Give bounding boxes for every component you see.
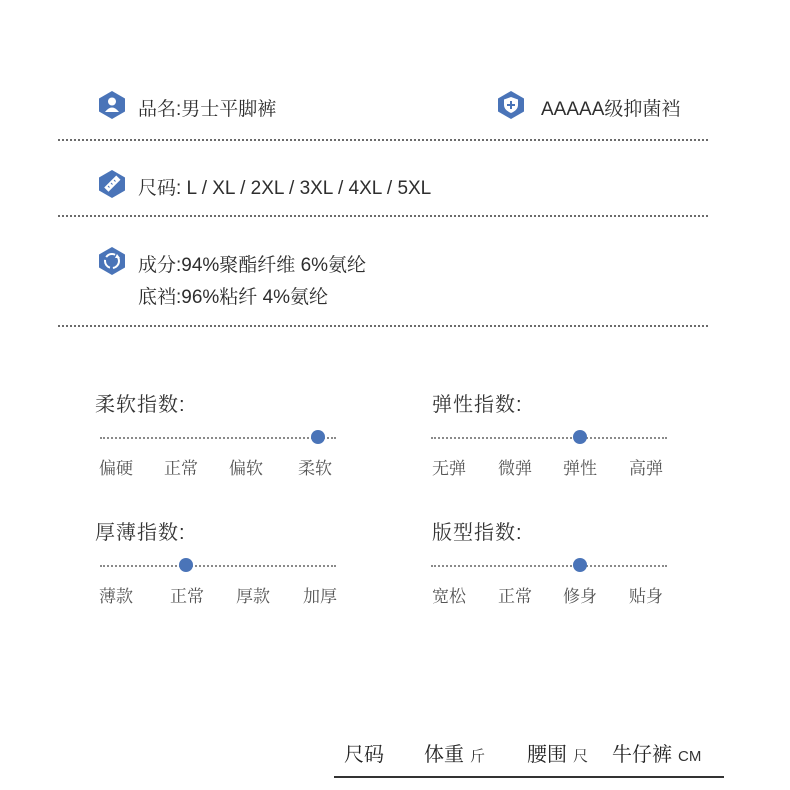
- size-text: 尺码: L / XL / 2XL / 3XL / 4XL / 5XL: [138, 178, 432, 199]
- fit-level-label: 贴身: [629, 587, 663, 606]
- elasticity-level-label: 微弹: [498, 459, 532, 478]
- waist-unit: 尺: [573, 748, 589, 765]
- softness-level-label: 柔软: [298, 459, 332, 478]
- thickness-track: [100, 565, 336, 567]
- jeans-unit: CM: [678, 748, 702, 765]
- elasticity-indicator: [573, 430, 587, 444]
- divider: [58, 325, 708, 327]
- softness-title: 柔软指数:: [95, 394, 186, 416]
- person-icon: [97, 90, 127, 120]
- softness-track: [100, 437, 336, 439]
- thickness-title: 厚薄指数:: [95, 522, 186, 544]
- thickness-level-label: 厚款: [236, 587, 270, 606]
- composition-main: 成分:94%聚酯纤维 6%氨纶: [138, 255, 367, 276]
- size-row: [97, 169, 127, 204]
- elasticity-level-label: 无弹: [432, 459, 466, 478]
- shield-plus-icon: [496, 90, 526, 120]
- ruler-icon: [97, 169, 127, 199]
- jeans-header: 牛仔裤 CM: [612, 744, 702, 766]
- fit-level-label: 宽松: [432, 587, 466, 606]
- size-header: 尺码: [344, 744, 384, 766]
- weight-header: 体重 斤: [424, 744, 486, 766]
- product-name-row: [97, 90, 127, 125]
- softness-indicator: [311, 430, 325, 444]
- antibacterial-row: [496, 90, 526, 125]
- composition-crotch: 底裆:96%粘纤 4%氨纶: [138, 287, 329, 308]
- composition-row: [97, 246, 127, 281]
- elasticity-track: [431, 437, 667, 439]
- thickness-level-label: 正常: [170, 587, 204, 606]
- fit-track: [431, 565, 667, 567]
- elasticity-level-label: 高弹: [629, 459, 663, 478]
- weight-unit: 斤: [470, 748, 486, 765]
- antibacterial-text: AAAAA级抑菌裆: [541, 99, 681, 120]
- softness-level-label: 偏软: [229, 459, 263, 478]
- product-name-text: 品名:男士平脚裤: [138, 99, 277, 120]
- fit-level-label: 修身: [563, 587, 597, 606]
- divider: [58, 139, 708, 141]
- softness-level-label: 正常: [164, 459, 198, 478]
- thickness-level-label: 加厚: [303, 587, 337, 606]
- elasticity-level-label: 弹性: [563, 459, 597, 478]
- waist-header: 腰围 尺: [527, 744, 589, 766]
- recycle-icon: [97, 246, 127, 276]
- thickness-level-label: 薄款: [99, 587, 133, 606]
- softness-level-label: 偏硬: [99, 459, 133, 478]
- fit-level-label: 正常: [498, 587, 532, 606]
- fit-indicator: [573, 558, 587, 572]
- thickness-indicator: [179, 558, 193, 572]
- elasticity-title: 弹性指数:: [432, 394, 523, 416]
- divider: [58, 215, 708, 217]
- fit-title: 版型指数:: [432, 522, 523, 544]
- table-header-underline: [334, 776, 724, 778]
